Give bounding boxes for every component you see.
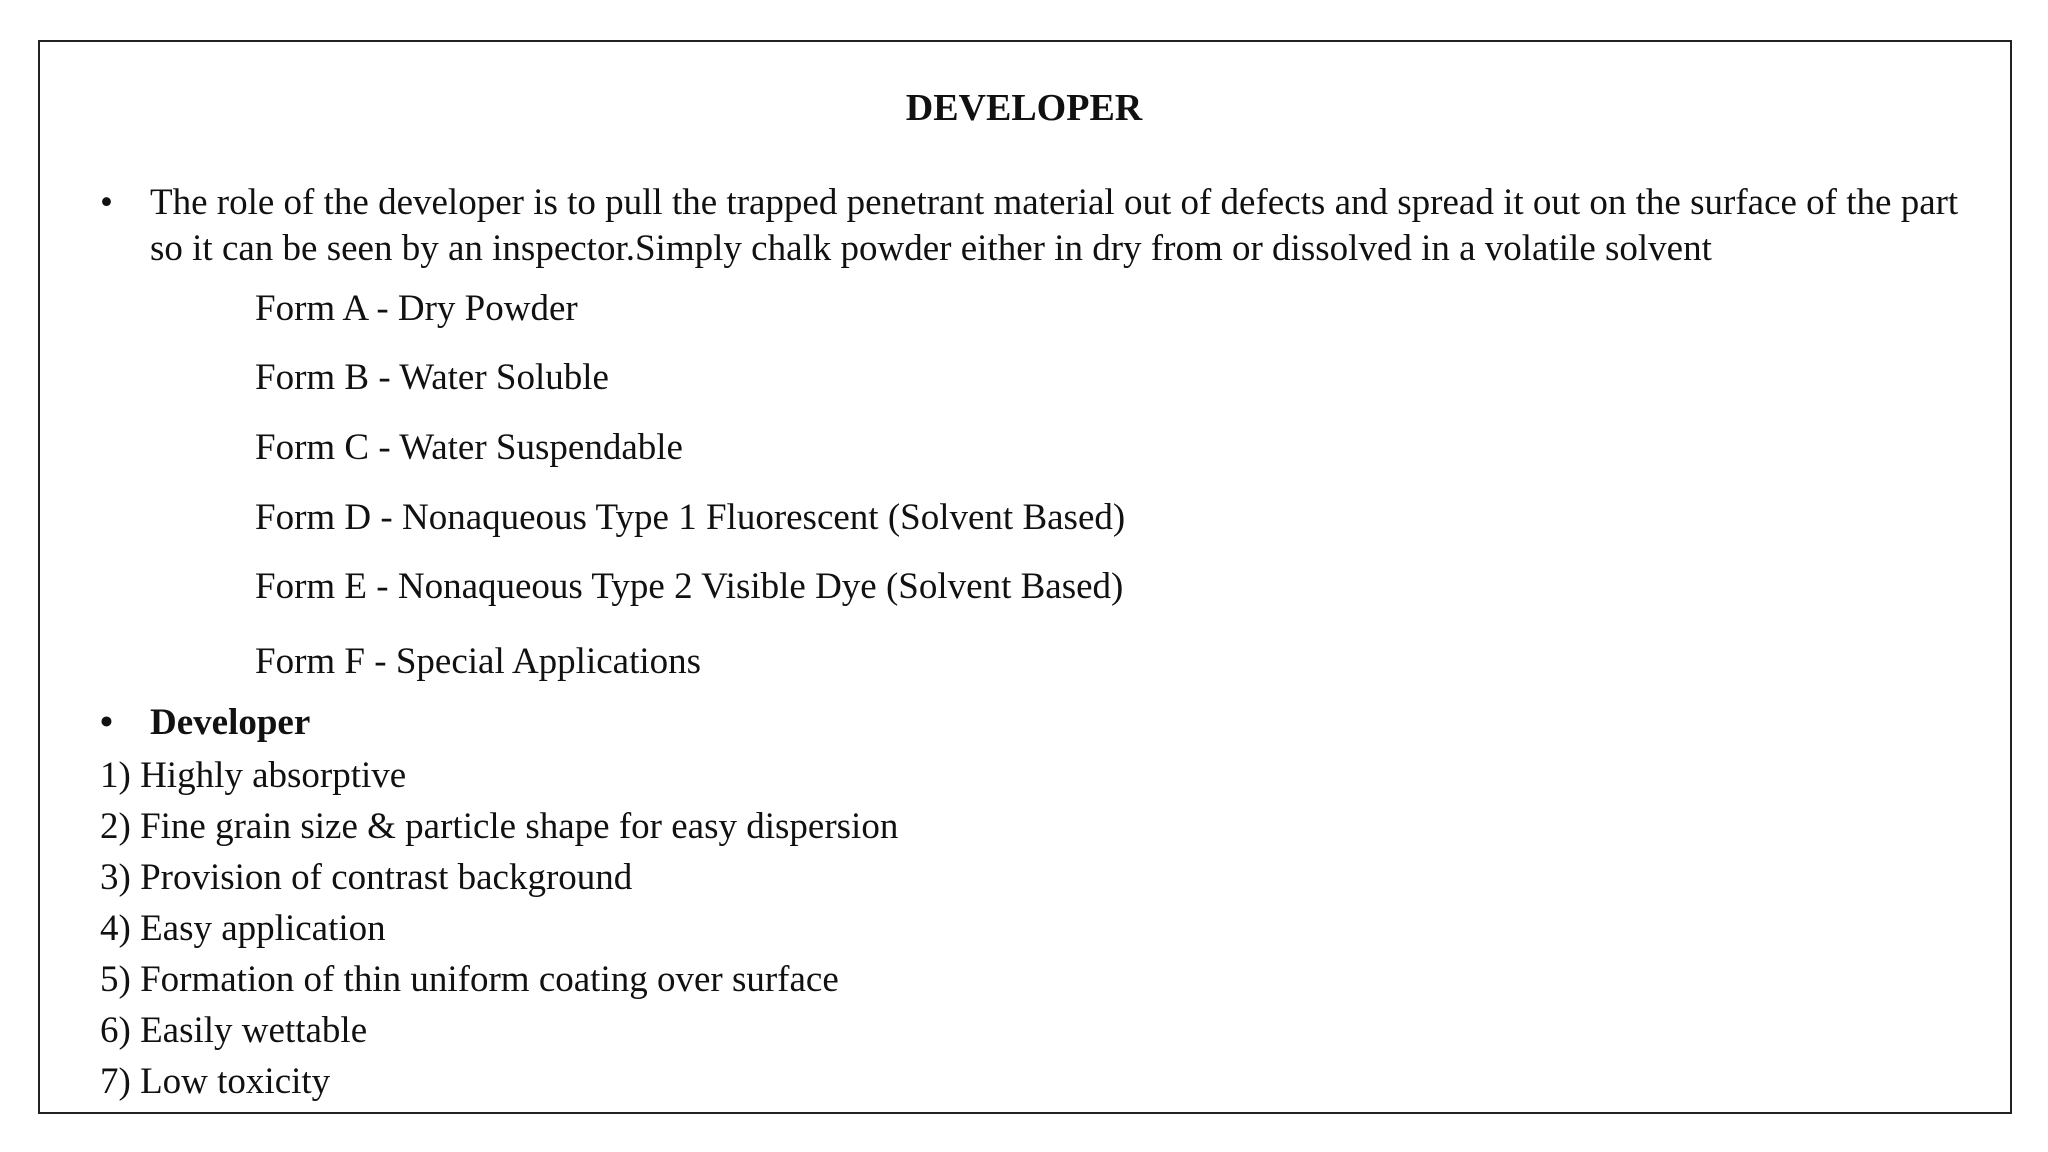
- form-item-e: Form E - Nonaqueous Type 2 Visible Dye (Solvent Based): [255, 566, 1124, 607]
- property-item: 2) Fine grain size & particle shape for easy dispersion: [100, 806, 899, 847]
- bullet-developer-heading: [100, 700, 2000, 746]
- bullet-marker: •: [100, 702, 113, 743]
- form-item-a: Form A - Dry Powder: [255, 288, 578, 329]
- property-item: 3) Provision of contrast background: [100, 857, 633, 898]
- property-item: 5) Formation of thin uniform coating over surface: [100, 959, 839, 1000]
- form-item-b: Form B - Water Soluble: [255, 357, 609, 398]
- form-item-c: Form C - Water Suspendable: [255, 427, 683, 468]
- bullet-text: Developer: [150, 702, 311, 743]
- bullet-marker: •: [100, 182, 113, 223]
- property-item: 6) Easily wettable: [100, 1010, 368, 1051]
- property-item: 7) Low toxicity: [100, 1061, 331, 1102]
- bullet-role-of-developer: [100, 180, 2000, 272]
- slide-title: DEVELOPER: [905, 87, 1143, 129]
- bullet-text: The role of the developer is to pull the trapped penetrant material out of defects and spread it out on the surface of the part so it can be seen by an inspector.Simply chalk powder either in dry from or dissolved in a volatile solvent: [150, 182, 1959, 269]
- developer-properties-list: [100, 750, 898, 1107]
- property-item: 4) Easy application: [100, 908, 386, 949]
- form-item-f: Form F - Special Applications: [255, 641, 702, 682]
- property-item: 1) Highly absorptive: [100, 755, 407, 796]
- form-item-d: Form D - Nonaqueous Type 1 Fluorescent (Solvent Based): [255, 497, 1126, 538]
